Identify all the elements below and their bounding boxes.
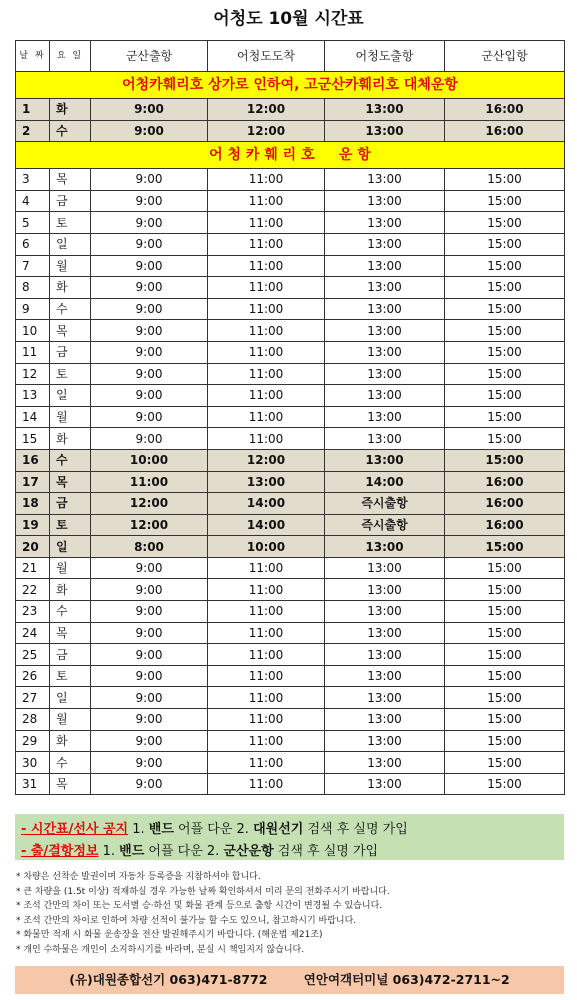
table-row — [16, 773, 565, 795]
header-row — [16, 41, 565, 72]
cell-date: 15 — [16, 428, 50, 450]
cell-c3: 13:00 — [325, 363, 445, 385]
cell-date: 16 — [16, 449, 50, 471]
table-row — [16, 212, 565, 234]
cell-c2: 11:00 — [208, 428, 325, 450]
cell-c4: 15:00 — [445, 233, 565, 255]
cell-c2: 12:00 — [208, 120, 325, 142]
cell-c4: 15:00 — [445, 687, 565, 709]
cell-c1: 9:00 — [91, 709, 208, 731]
note-item: * 화물만 적재 시 화물 운송장을 전산 발권해주시기 바랍니다. (해운법 제21조) — [16, 930, 323, 941]
cell-c1: 9:00 — [91, 233, 208, 255]
header-gunsan-depart: 군산출항 — [91, 41, 208, 72]
cell-c3: 13:00 — [325, 169, 445, 191]
cell-c2: 11:00 — [208, 255, 325, 277]
cell-c2: 11:00 — [208, 212, 325, 234]
cell-c4: 15:00 — [445, 363, 565, 385]
cell-date: 23 — [16, 601, 50, 623]
cell-c2: 11:00 — [208, 752, 325, 774]
cell-date: 31 — [16, 773, 50, 795]
cell-date: 25 — [16, 644, 50, 666]
cell-c3: 13:00 — [325, 622, 445, 644]
cell-c4: 15:00 — [445, 752, 565, 774]
table-row — [16, 169, 565, 191]
cell-c4: 15:00 — [445, 212, 565, 234]
cell-c2: 11:00 — [208, 709, 325, 731]
cell-c1: 9:00 — [91, 730, 208, 752]
cell-day: 목 — [50, 471, 91, 493]
cell-c2: 11:00 — [208, 730, 325, 752]
cell-c4: 15:00 — [445, 277, 565, 299]
table-row — [16, 428, 565, 450]
cell-c2: 11:00 — [208, 687, 325, 709]
cell-c4: 16:00 — [445, 471, 565, 493]
notice-line-schedule: - 시간표/선사 공지 1. 밴드 어플 다운 2. 대원선기 검색 후 실명 가입 — [21, 822, 408, 837]
cell-c1: 9:00 — [91, 687, 208, 709]
cell-c3: 13:00 — [325, 298, 445, 320]
cell-day: 토 — [50, 665, 91, 687]
cell-day: 토 — [50, 514, 91, 536]
cell-day: 수 — [50, 601, 91, 623]
cell-c3: 13:00 — [325, 773, 445, 795]
cell-day: 수 — [50, 449, 91, 471]
cell-c3: 13:00 — [325, 320, 445, 342]
cell-c2: 14:00 — [208, 493, 325, 515]
cell-day: 목 — [50, 622, 91, 644]
header-eocheongdo-depart: 어청도출항 — [325, 41, 445, 72]
note-item: * 큰 차량을 (1.5t 이상) 적재하실 경우 가능한 날짜 확인하셔서 미리 문의 전화주시기 바랍니다. — [16, 886, 390, 897]
cell-day: 목 — [50, 169, 91, 191]
cell-c4: 16:00 — [445, 514, 565, 536]
cell-c2: 11:00 — [208, 169, 325, 191]
cell-c2: 14:00 — [208, 514, 325, 536]
note-item: * 조석 간만의 차이 또는 도서별 승·하선 및 화물 관계 등으로 출항 시간이 변경될 수 있습니다. — [16, 901, 383, 912]
table-row — [16, 514, 565, 536]
cell-day: 화 — [50, 428, 91, 450]
table-row — [16, 233, 565, 255]
cell-c3: 13:00 — [325, 730, 445, 752]
cell-c2: 11:00 — [208, 622, 325, 644]
cell-day: 토 — [50, 363, 91, 385]
cell-c1: 9:00 — [91, 752, 208, 774]
cell-c3: 13:00 — [325, 233, 445, 255]
cell-day: 목 — [50, 773, 91, 795]
cell-date: 26 — [16, 665, 50, 687]
cell-c3: 13:00 — [325, 601, 445, 623]
cell-day: 일 — [50, 233, 91, 255]
table-row — [16, 644, 565, 666]
cell-c3: 13:00 — [325, 406, 445, 428]
table-row — [16, 363, 565, 385]
cell-c1: 9:00 — [91, 169, 208, 191]
notice-box — [15, 814, 564, 860]
cell-c1: 9:00 — [91, 363, 208, 385]
page-title: 어청도 10월 시간표 — [213, 9, 364, 29]
cell-day: 월 — [50, 255, 91, 277]
cell-day: 금 — [50, 644, 91, 666]
cell-c1: 9:00 — [91, 773, 208, 795]
cell-date: 5 — [16, 212, 50, 234]
cell-date: 18 — [16, 493, 50, 515]
cell-day: 금 — [50, 493, 91, 515]
cell-c1: 9:00 — [91, 341, 208, 363]
cell-c3: 13:00 — [325, 385, 445, 407]
cell-date: 2 — [16, 120, 50, 142]
schedule-table — [15, 40, 565, 795]
cell-day: 월 — [50, 709, 91, 731]
cell-c4: 16:00 — [445, 493, 565, 515]
cell-c1: 10:00 — [91, 449, 208, 471]
header-date: 날 짜 — [16, 41, 50, 72]
table-row — [16, 277, 565, 299]
cell-c1: 11:00 — [91, 471, 208, 493]
table-row — [16, 493, 565, 515]
cell-day: 월 — [50, 557, 91, 579]
cell-c2: 11:00 — [208, 277, 325, 299]
cell-c1: 9:00 — [91, 385, 208, 407]
cell-c2: 11:00 — [208, 406, 325, 428]
cell-date: 22 — [16, 579, 50, 601]
cell-c3: 13:00 — [325, 665, 445, 687]
table-row — [16, 709, 565, 731]
cell-c1: 9:00 — [91, 665, 208, 687]
table-row — [16, 536, 565, 558]
cell-date: 24 — [16, 622, 50, 644]
cell-c1: 9:00 — [91, 277, 208, 299]
cell-c1: 9:00 — [91, 255, 208, 277]
cell-c2: 11:00 — [208, 579, 325, 601]
header-day: 요 일 — [50, 41, 91, 72]
cell-date: 4 — [16, 190, 50, 212]
cell-c3: 14:00 — [325, 471, 445, 493]
table-row — [16, 752, 565, 774]
cell-c1: 9:00 — [91, 120, 208, 142]
cell-c4: 15:00 — [445, 341, 565, 363]
cell-c3: 13:00 — [325, 752, 445, 774]
table-row — [16, 449, 565, 471]
cell-c1: 9:00 — [91, 644, 208, 666]
cell-c4: 15:00 — [445, 665, 565, 687]
cell-c4: 15:00 — [445, 428, 565, 450]
note-item: * 조석 간만의 차이로 인하여 차량 선적이 불가능 할 수도 있으니, 참고하시기 바랍니다. — [16, 915, 357, 926]
cell-date: 21 — [16, 557, 50, 579]
notice-label-departure: - 출/결항정보 — [21, 844, 99, 859]
cell-c3: 13:00 — [325, 536, 445, 558]
cell-c1: 9:00 — [91, 190, 208, 212]
notice-line-departure: - 출/결항정보 1. 밴드 어플 다운 2. 군산운항 검색 후 실명 가입 — [21, 844, 379, 859]
cell-c2: 12:00 — [208, 449, 325, 471]
cell-c2: 11:00 — [208, 665, 325, 687]
footer-company-phone: (유)대원종합선기 063)471-8772 — [69, 972, 268, 987]
note-item: * 개인 수하물은 개인이 소지하시기를 바라며, 분실 시 책임지지 않습니다. — [16, 944, 305, 955]
cell-c3: 13:00 — [325, 579, 445, 601]
cell-c4: 15:00 — [445, 320, 565, 342]
cell-c2: 10:00 — [208, 536, 325, 558]
cell-c2: 11:00 — [208, 320, 325, 342]
cell-c2: 11:00 — [208, 557, 325, 579]
cell-c2: 11:00 — [208, 341, 325, 363]
cell-c4: 15:00 — [445, 190, 565, 212]
cell-c3: 즉시출항 — [325, 514, 445, 536]
table-row — [16, 255, 565, 277]
cell-c1: 9:00 — [91, 579, 208, 601]
cell-c4: 15:00 — [445, 644, 565, 666]
notes-list — [16, 870, 566, 958]
cell-c4: 15:00 — [445, 730, 565, 752]
table-row — [16, 622, 565, 644]
cell-c2: 11:00 — [208, 644, 325, 666]
cell-c1: 8:00 — [91, 536, 208, 558]
cell-date: 20 — [16, 536, 50, 558]
cell-c1: 9:00 — [91, 99, 208, 121]
cell-day: 금 — [50, 341, 91, 363]
cell-day: 수 — [50, 752, 91, 774]
cell-c2: 13:00 — [208, 471, 325, 493]
cell-c2: 11:00 — [208, 298, 325, 320]
cell-date: 17 — [16, 471, 50, 493]
cell-c3: 13:00 — [325, 277, 445, 299]
table-row — [16, 320, 565, 342]
cell-c4: 15:00 — [445, 169, 565, 191]
banner-service: 어 청 카 훼 리 호 운 항 — [16, 142, 565, 169]
cell-date: 12 — [16, 363, 50, 385]
cell-c3: 13:00 — [325, 341, 445, 363]
banner-row-substitute — [16, 72, 565, 99]
cell-date: 3 — [16, 169, 50, 191]
banner-row-service — [16, 142, 565, 169]
cell-c2: 11:00 — [208, 385, 325, 407]
cell-date: 9 — [16, 298, 50, 320]
banner-substitute: 어청카훼리호 상가로 인하여, 고군산카훼리호 대체운항 — [16, 72, 565, 99]
cell-c1: 9:00 — [91, 601, 208, 623]
cell-c4: 15:00 — [445, 773, 565, 795]
table-row — [16, 601, 565, 623]
cell-day: 수 — [50, 298, 91, 320]
cell-c4: 16:00 — [445, 99, 565, 121]
notice-label-schedule: - 시간표/선사 공지 — [21, 822, 129, 837]
cell-c2: 11:00 — [208, 190, 325, 212]
cell-c4: 15:00 — [445, 622, 565, 644]
table-row — [16, 99, 565, 121]
cell-day: 토 — [50, 212, 91, 234]
cell-date: 29 — [16, 730, 50, 752]
cell-day: 화 — [50, 730, 91, 752]
table-row — [16, 665, 565, 687]
table-row — [16, 120, 565, 142]
table-row — [16, 730, 565, 752]
cell-day: 금 — [50, 190, 91, 212]
cell-c1: 9:00 — [91, 212, 208, 234]
cell-c4: 15:00 — [445, 557, 565, 579]
cell-day: 수 — [50, 120, 91, 142]
cell-c1: 9:00 — [91, 298, 208, 320]
cell-c4: 15:00 — [445, 449, 565, 471]
cell-date: 1 — [16, 99, 50, 121]
cell-day: 화 — [50, 99, 91, 121]
table-row — [16, 579, 565, 601]
cell-day: 화 — [50, 579, 91, 601]
cell-c1: 12:00 — [91, 493, 208, 515]
cell-c2: 11:00 — [208, 363, 325, 385]
cell-c2: 11:00 — [208, 233, 325, 255]
cell-c1: 9:00 — [91, 428, 208, 450]
cell-day: 목 — [50, 320, 91, 342]
cell-c3: 13:00 — [325, 449, 445, 471]
header-gunsan-arrive: 군산입항 — [445, 41, 565, 72]
cell-date: 10 — [16, 320, 50, 342]
cell-day: 일 — [50, 385, 91, 407]
table-row — [16, 341, 565, 363]
cell-day: 월 — [50, 406, 91, 428]
cell-date: 13 — [16, 385, 50, 407]
cell-c3: 13:00 — [325, 99, 445, 121]
cell-c3: 13:00 — [325, 190, 445, 212]
table-row — [16, 298, 565, 320]
cell-c4: 15:00 — [445, 385, 565, 407]
cell-c4: 15:00 — [445, 406, 565, 428]
cell-c3: 13:00 — [325, 557, 445, 579]
header-eocheongdo-arrive: 어청도도착 — [208, 41, 325, 72]
cell-date: 11 — [16, 341, 50, 363]
cell-c4: 15:00 — [445, 709, 565, 731]
cell-date: 8 — [16, 277, 50, 299]
table-row — [16, 406, 565, 428]
cell-c3: 즉시출항 — [325, 493, 445, 515]
cell-date: 27 — [16, 687, 50, 709]
cell-day: 화 — [50, 277, 91, 299]
cell-date: 14 — [16, 406, 50, 428]
table-row — [16, 557, 565, 579]
cell-c4: 16:00 — [445, 120, 565, 142]
cell-c3: 13:00 — [325, 644, 445, 666]
cell-c1: 9:00 — [91, 406, 208, 428]
cell-c2: 11:00 — [208, 601, 325, 623]
cell-c4: 15:00 — [445, 536, 565, 558]
cell-c3: 13:00 — [325, 212, 445, 234]
cell-c3: 13:00 — [325, 428, 445, 450]
note-item: * 차량은 선착순 발권이며 자동차 등록증을 지참하셔야 합니다. — [16, 872, 261, 882]
table-row — [16, 190, 565, 212]
cell-c3: 13:00 — [325, 120, 445, 142]
cell-c4: 15:00 — [445, 255, 565, 277]
footer-contacts — [15, 966, 564, 994]
cell-c2: 12:00 — [208, 99, 325, 121]
cell-date: 28 — [16, 709, 50, 731]
cell-date: 6 — [16, 233, 50, 255]
cell-c4: 15:00 — [445, 298, 565, 320]
footer-terminal-phone: 연안여객터미널 063)472-2711~2 — [303, 972, 510, 987]
cell-date: 7 — [16, 255, 50, 277]
cell-c1: 9:00 — [91, 320, 208, 342]
cell-day: 일 — [50, 687, 91, 709]
cell-c3: 13:00 — [325, 687, 445, 709]
cell-c1: 9:00 — [91, 622, 208, 644]
cell-date: 19 — [16, 514, 50, 536]
cell-c1: 12:00 — [91, 514, 208, 536]
cell-c4: 15:00 — [445, 579, 565, 601]
cell-c2: 11:00 — [208, 773, 325, 795]
cell-date: 30 — [16, 752, 50, 774]
cell-c3: 13:00 — [325, 709, 445, 731]
cell-c3: 13:00 — [325, 255, 445, 277]
cell-c4: 15:00 — [445, 601, 565, 623]
cell-day: 일 — [50, 536, 91, 558]
table-row — [16, 687, 565, 709]
table-row — [16, 471, 565, 493]
table-row — [16, 385, 565, 407]
cell-c1: 9:00 — [91, 557, 208, 579]
